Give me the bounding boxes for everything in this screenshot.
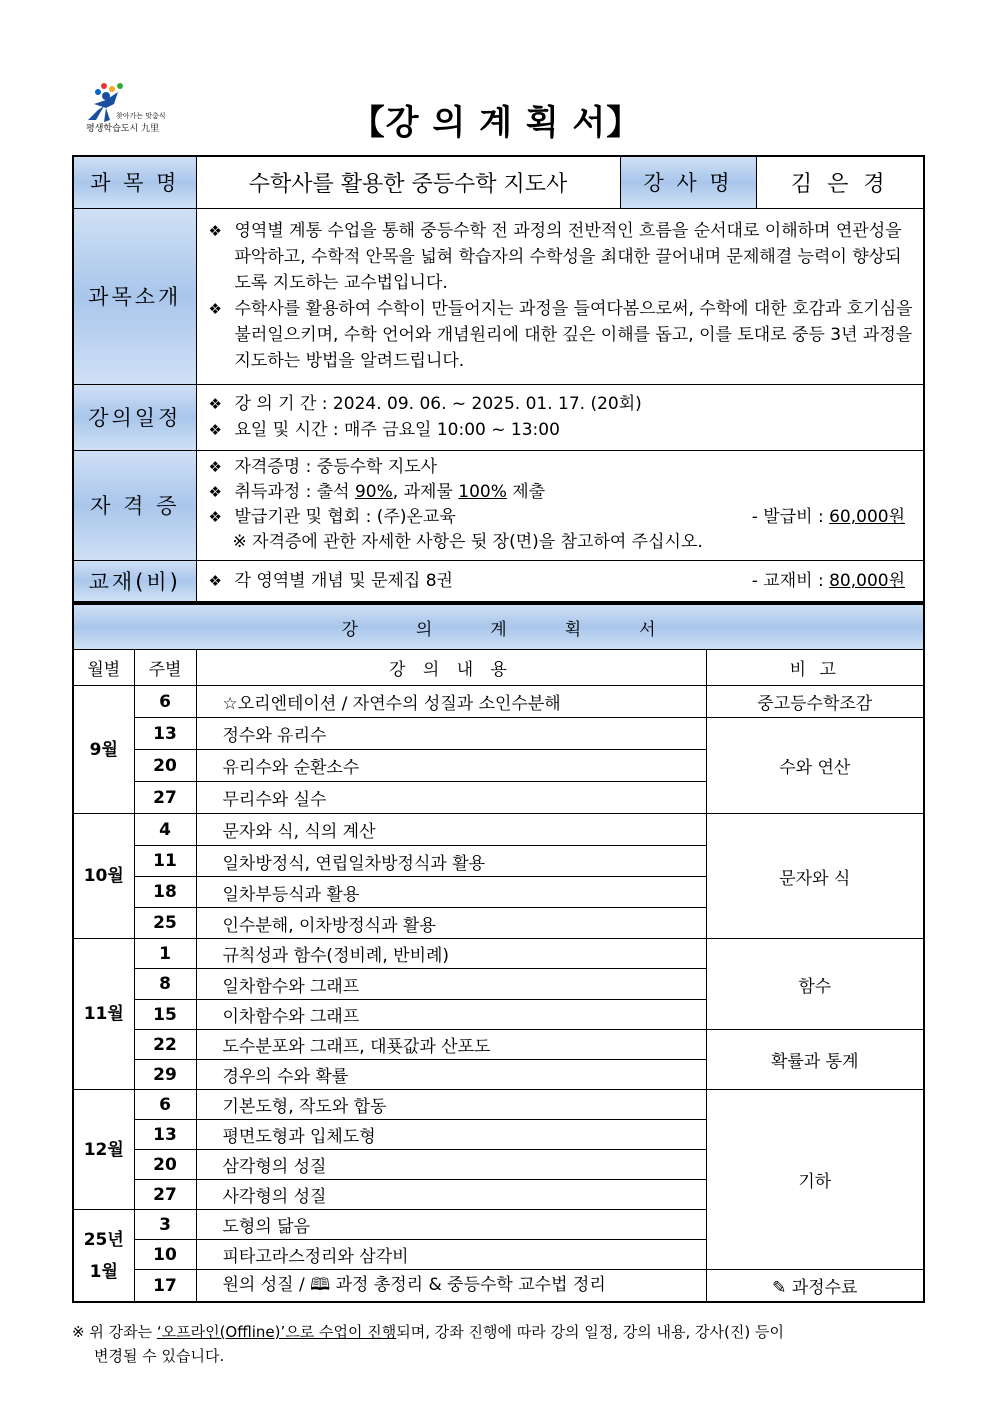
month-jan-label: 1월 [89,1261,118,1282]
intro-item: ❖ 수학사를 활용하여 수학이 만들어지는 과정을 들여다봄으로써, 수학에 대한 호감과 호기심을 불러일으키며, 수학 언어와 개념원리에 대한 깊은 이해를 돕고, 이를 토대로 중등 3년 과정을 지도하는 방법을 알려드립니다. [209,296,914,374]
cert-issuer-line [209,505,914,530]
footnote-line1 [72,1320,922,1344]
lecture-plan-table [72,603,925,1303]
footnote [72,1320,922,1368]
footnote-rest: 되며, 강좌 진행에 따라 강의 일정, 강의 내용, 강사(진) 등이 [396,1323,784,1341]
week-num: 3 [134,1210,196,1240]
cert-fee-label: - 발급비 : [751,507,830,527]
course-info-table [72,155,925,603]
note-cell: ✎ 과정수료 [706,1270,924,1303]
week-num: 20 [134,750,196,782]
col-month: 월별 [73,650,134,686]
cert-req-mid: , 과제물 [392,482,459,502]
week-num: 10 [134,1240,196,1270]
book-fee: 80,000원 [829,570,905,591]
week-num: 6 [134,1090,196,1120]
certification [196,450,924,560]
lecture-topic: 도수분포와 그래프, 대푯값과 산포도 [196,1030,706,1060]
plan-title [73,604,924,650]
book-fee-label: - 교재비 : [751,570,830,591]
week-num: 27 [134,782,196,814]
week-num: 29 [134,1060,196,1090]
month-year: 25년 [83,1229,124,1250]
book-label: 교재(비) [73,560,196,602]
lecture-topic: 인수분해, 이차방정식과 활용 [196,908,706,939]
lecture-topic: 규칙성과 함수(정비례, 반비례) [196,939,706,969]
lecture-topic: 일차부등식과 활용 [196,877,706,908]
footnote-line2: 변경될 수 있습니다. [94,1347,225,1365]
book-desc: 각 영역별 개념 및 문제집 8권 [234,570,453,591]
week-num: 22 [134,1030,196,1060]
plan-title-text: 강의계획서 [341,619,714,640]
cert-fee-wrap [752,505,905,530]
cert-attendance: 90% [354,482,393,502]
week-num: 13 [134,1120,196,1150]
cert-req-suffix: 제출 [506,482,546,502]
lecture-topic: ☆오리엔테이션 / 자연수의 성질과 소인수분해 [196,686,706,718]
note-cell: 중고등수학조감 [706,686,924,718]
cert-requirement [209,480,914,505]
cert-name: ❖ 자격증명 : 중등수학 지도사 [209,455,914,480]
week-num: 20 [134,1150,196,1180]
lecture-topic: 도형의 닮음 [196,1210,706,1240]
course-intro [196,208,924,384]
lecture-topic: 기본도형, 작도와 합동 [196,1090,706,1120]
lecture-topic: 일차방정식, 연립일차방정식과 활용 [196,846,706,877]
intro-label: 과목소개 [73,208,196,384]
lecture-topic: 경우의 수와 확률 [196,1060,706,1090]
col-note: 비 고 [706,650,924,686]
week-num: 11 [134,846,196,877]
week-num: 18 [134,877,196,908]
schedule-period: ❖ 강 의 기 간 : 2024. 09. 06. ~ 2025. 01. 17. (20회) [209,391,914,417]
cert-task: 100% [458,482,507,502]
page-title: 【강 의 계 획 서】 [350,103,642,143]
cert-fee: 60,000원 [829,507,905,527]
lecture-topic: 이차함수와 그래프 [196,1000,706,1030]
note-cell: 기하 [706,1090,924,1270]
lecture-topic: 일차함수와 그래프 [196,969,706,1000]
cert-label: 자 격 증 [73,450,196,560]
logo-name: 평생학습도시 九里 [86,124,160,134]
week-num: 27 [134,1180,196,1210]
note-cell: 문자와 식 [706,814,924,939]
month-jan [73,1210,134,1303]
week-num: 15 [134,1000,196,1030]
instructor-label: 강 사 명 [620,156,756,208]
cert-issuer: 발급기관 및 협회 : (주)온교육 [234,507,456,527]
lecture-topic: 유리수와 순환소수 [196,750,706,782]
note-cell: 수와 연산 [706,718,924,814]
month-dec: 12월 [73,1090,134,1210]
cert-note: ※ 자격증에 관한 자세한 사항은 뒷 장(면)을 참고하여 주십시오. [232,532,703,552]
course-label: 과 목 명 [73,156,196,208]
week-num: 1 [134,939,196,969]
lecture-topic: 정수와 유리수 [196,718,706,750]
schedule-label: 강의일정 [73,384,196,450]
col-content: 강 의 내 용 [196,650,706,686]
week-num: 25 [134,908,196,939]
lecture-topic: 무리수와 실수 [196,782,706,814]
course-name: 수학사를 활용한 중등수학 지도사 [196,156,620,208]
book-fee-wrap [752,568,905,594]
month-nov: 11월 [73,939,134,1090]
book-line [209,568,914,594]
month-sep: 9월 [73,686,134,814]
lecture-topic: 피타고라스정리와 삼각비 [196,1240,706,1270]
week-num: 8 [134,969,196,1000]
cert-req-prefix: 취득과정 : 출석 [234,482,355,502]
week-num: 13 [134,718,196,750]
intro-item: ❖ 영역별 계통 수업을 통해 중등수학 전 과정의 전반적인 흐름을 순서대로 이해하며 연관성을 파악하고, 수학적 안목을 넓혀 학습자의 수학성을 최대한 끌어내며 문제해결 능력이 향상되도록 지도하는 교수법입니다. [209,218,914,296]
lecture-schedule [196,384,924,450]
lecture-topic: 원의 성질 / 🕮 과정 총정리 & 중등수학 교수법 정리 [196,1270,706,1303]
logo-slogan: 찾아가는 맞춤식 [116,112,166,120]
footnote-highlight: ‘오프라인(Offline)’으로 수업이 진행 [156,1323,397,1341]
week-num: 17 [134,1270,196,1303]
note-cell: 확률과 통계 [706,1030,924,1090]
week-num: 6 [134,686,196,718]
lecture-topic: 평면도형과 입체도형 [196,1120,706,1150]
note-cell: 함수 [706,939,924,1030]
lecture-topic: 문자와 식, 식의 계산 [196,814,706,846]
col-week: 주별 [134,650,196,686]
month-oct: 10월 [73,814,134,939]
footnote-prefix: ※ 위 강좌는 [72,1323,157,1341]
lecture-topic: 사각형의 성질 [196,1180,706,1210]
instructor-name: 김 은 경 [756,156,924,208]
schedule-time: ❖ 요일 및 시간 : 매주 금요일 10:00 ~ 13:00 [209,417,914,443]
lecture-topic: 삼각형의 성질 [196,1150,706,1180]
textbook [196,560,924,602]
week-num: 4 [134,814,196,846]
